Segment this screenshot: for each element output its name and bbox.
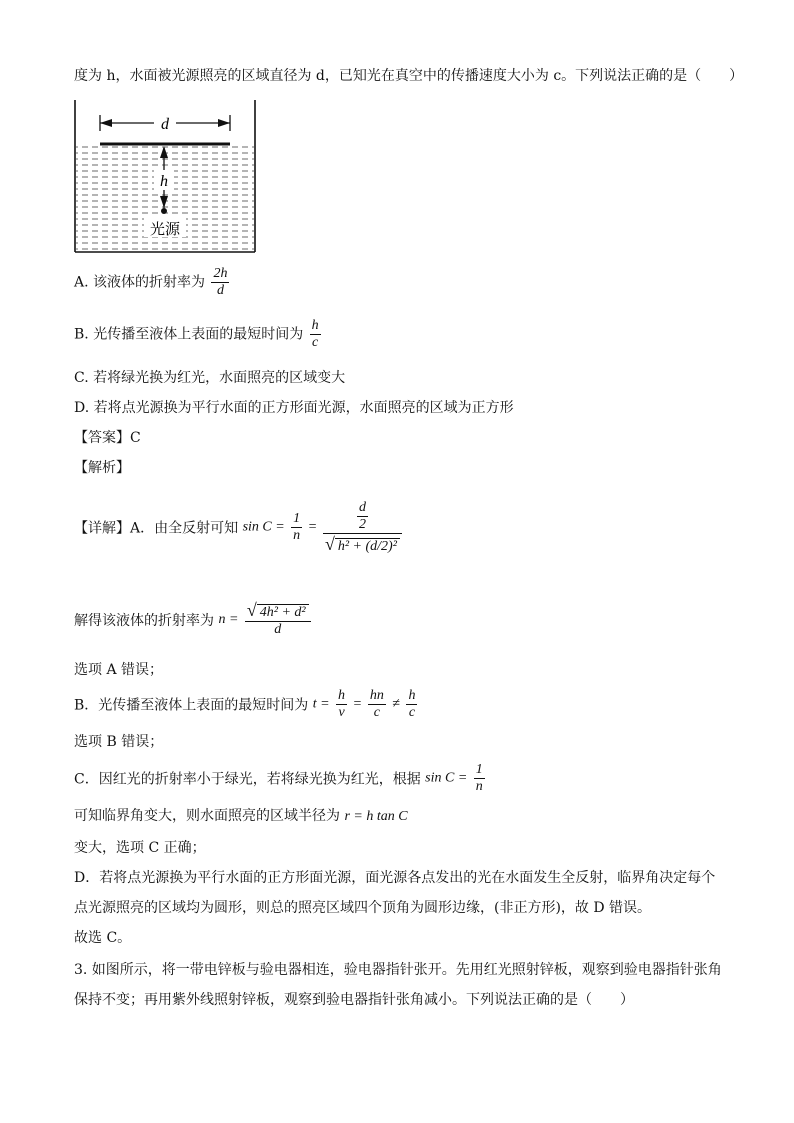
detail-a-equation: 【详解】A．由全反射可知 sin C = $\frac{1}{n}$ = $\frac{\frac{d}{2}}{\text{√ h² + (d/2)²}}$ [74,500,404,555]
detail-b-equation: B．光传播至液体上表面的最短时间为 t = $\frac{h}{v}$ = $\frac{hn}{c}$ ≠ $\frac{h}{c}$ [74,688,416,720]
label-d: d [161,116,169,133]
detail-d-line2: 点光源照亮的区域均为圆形，则总的照亮区域四个顶角为圆形边缘，(非正方形)，故 D 错误。 [74,900,652,916]
answer-label: 【答案】C [74,430,141,446]
option-a: A. 该液体的折射率为 $\frac{2h}{d}$ [74,266,228,298]
option-c: C. 若将绿光换为红光，水面照亮的区域变大 [74,370,346,386]
detail-d-line1: D．若将点光源换为平行水面的正方形面光源，面光源各点发出的光在水面发生全反射，临界角决定每个 [74,870,716,886]
next-question-line2: 保持不变；再用紫外线照射锌板，观察到验电器指针张角减小。下列说法正确的是（ ） [74,992,634,1008]
question-stem-tail: 度为 h，水面被光源照亮的区域直径为 d，已知光在真空中的传播速度大小为 c。下列说法正确的是（ ） [74,68,744,84]
option-a-fraction: $\frac{2h}{d}$ [213,266,228,298]
big-fraction: $\frac{\frac{d}{2}}{\text{√ h² + (d/2)²}}$ [323,500,402,555]
final-answer: 故选 C。 [74,930,132,946]
label-h: h [160,173,168,190]
analysis-heading: 【解析】 [74,460,130,476]
detail-b-conclusion: 选项 B 错误； [74,734,164,750]
option-b-fraction: $\frac{h}{c}$ [311,318,319,350]
detail-c-equation: C．因红光的折射率小于绿光，若将绿光换为红光，根据 sin C = $\frac{1}{n}$ [74,762,483,794]
arrow-right-icon [218,119,230,127]
detail-c-line2: 可知临界角变大，则水面照亮的区域半径为 r = h tan C [74,808,408,824]
detail-c-conclusion: 变大，选项 C 正确； [74,840,206,856]
light-source-dot [161,208,167,214]
container-figure [72,96,262,256]
option-b: B. 光传播至液体上表面的最短时间为 $\frac{h}{c}$ [74,318,319,350]
next-question-line1: 3. 如图所示，将一带电锌板与验电器相连，验电器指针张开。先用红光照射锌板，观察到验电器指针张角 [74,962,722,978]
label-light-source: 光源 [149,220,181,238]
detail-a-solution: 解得该液体的折射率为 n = $\frac{\text{√ 4h² + d²}}{d}$ [74,602,313,638]
arrow-left-icon [100,119,112,127]
detail-a-conclusion: 选项 A 错误； [74,662,164,678]
option-d: D. 若将点光源换为平行水面的正方形面光源，水面照亮的区域为正方形 [74,400,514,416]
